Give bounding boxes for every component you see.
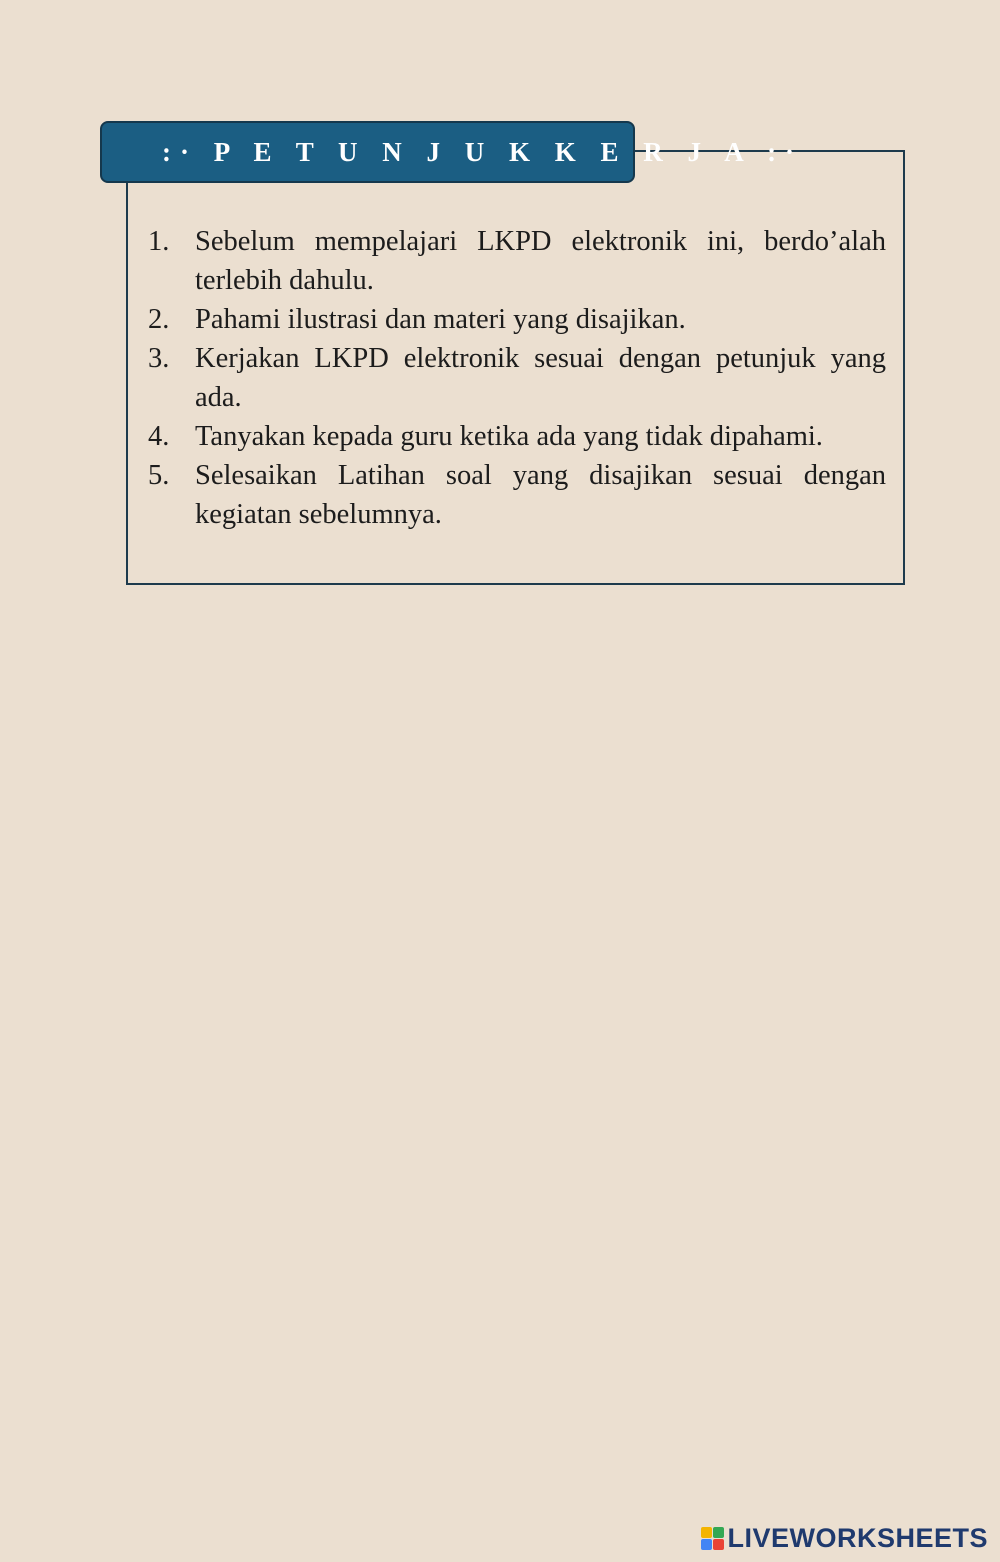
list-item: [148, 300, 886, 339]
instructions-list: [148, 222, 886, 534]
step-text: Selesaikan Latihan soal yang disajikan sesuai dengan kegiatan sebelumnya.: [195, 460, 886, 530]
list-item: [148, 339, 886, 417]
step-number: 2.: [148, 304, 170, 335]
step-number: 5.: [148, 460, 170, 491]
step-text: Pahami ilustrasi dan materi yang disajikan.: [195, 304, 686, 335]
step-text: Sebelum mempelajari LKPD elektronik ini, berdo’alah terlebih dahulu.: [195, 226, 886, 296]
step-number: 1.: [148, 226, 170, 257]
header-tab: [100, 121, 804, 183]
list-item: [148, 222, 886, 300]
liveworksheets-watermark: [701, 1523, 988, 1554]
step-text: Kerjakan LKPD elektronik sesuai dengan petunjuk yang ada.: [195, 343, 886, 413]
watermark-text: LIVEWORKSHEETS: [727, 1523, 988, 1553]
step-number: 3.: [148, 343, 170, 374]
liveworksheets-logo-icon: [701, 1527, 724, 1550]
list-item: [148, 456, 886, 534]
list-item: [148, 417, 886, 456]
step-number: 4.: [148, 421, 170, 452]
step-text: Tanyakan kepada guru ketika ada yang tidak dipahami.: [195, 421, 823, 452]
header-title: :· P E T U N J U K K E R J A :·: [162, 136, 804, 167]
